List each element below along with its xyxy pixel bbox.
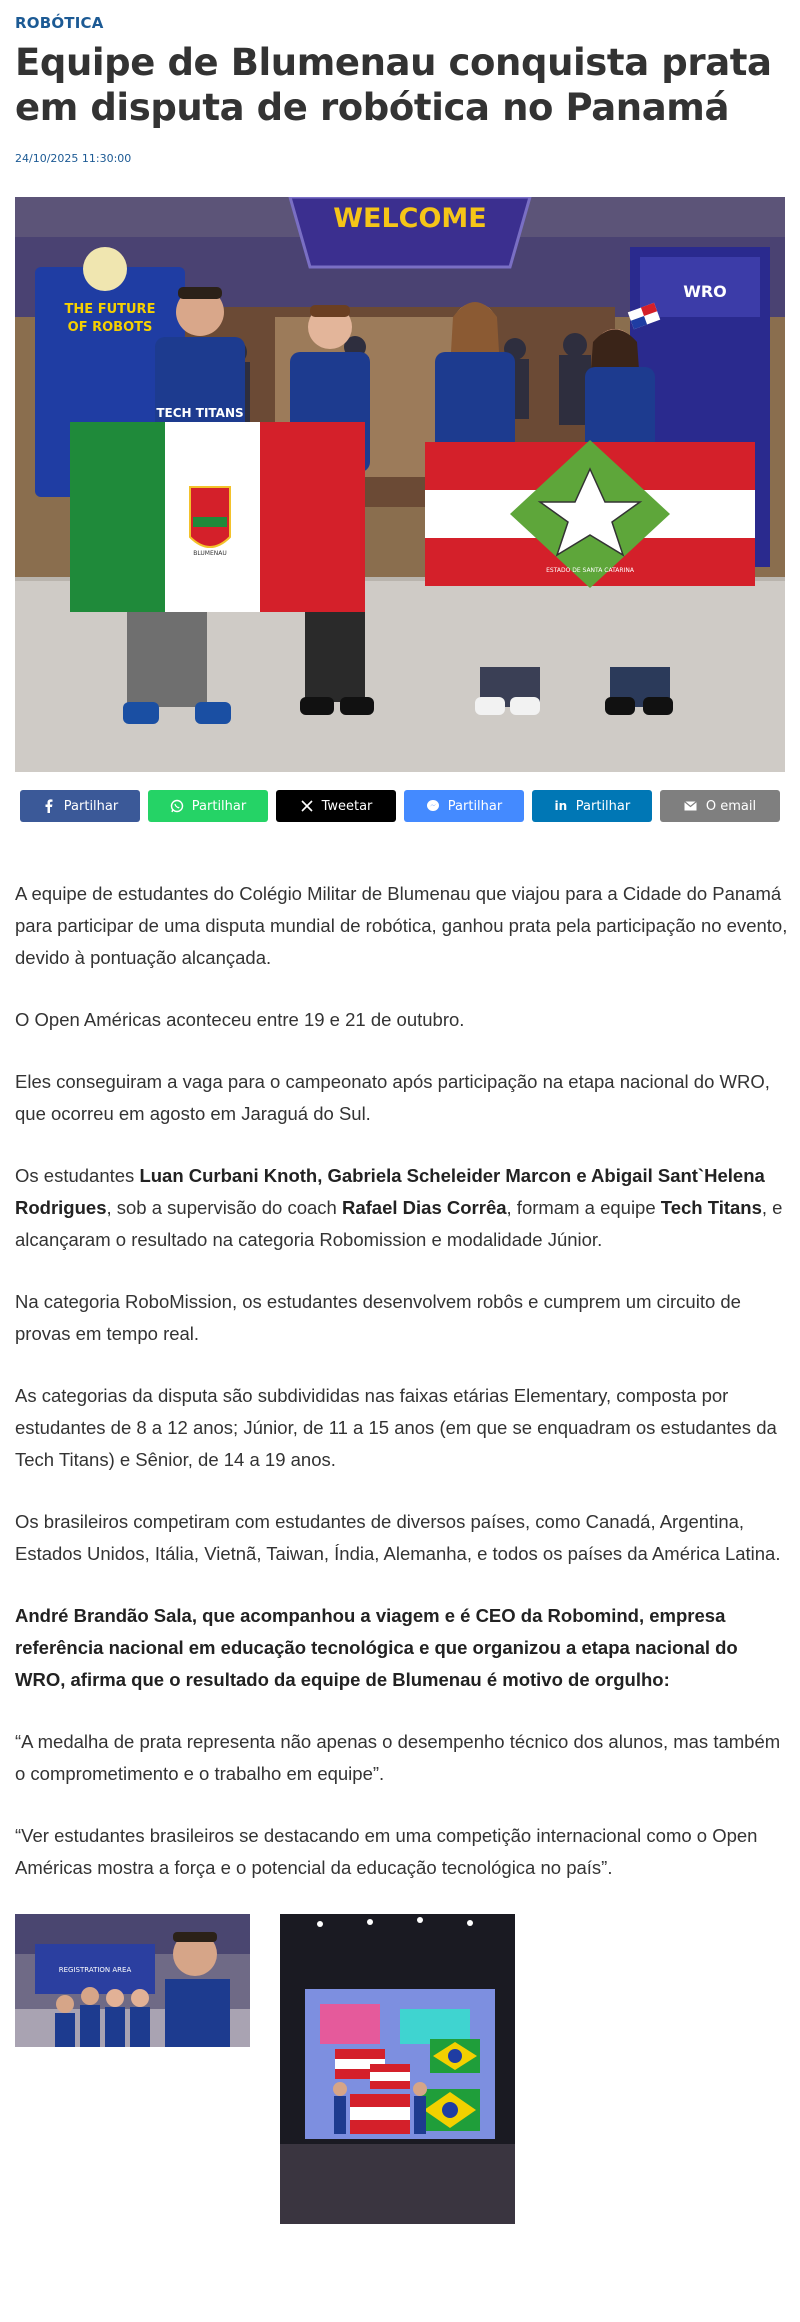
share-x-button[interactable]: [276, 790, 396, 822]
messenger-icon: [426, 799, 440, 813]
photo-gallery: [15, 1914, 785, 2224]
share-bar: [15, 790, 785, 822]
paragraph-2: O Open Américas aconteceu entre 19 e 21 de outubro.: [15, 1009, 465, 1030]
share-linkedin-button[interactable]: [532, 790, 652, 822]
team-name: Tech Titans: [660, 1197, 762, 1218]
ceo-statement: André Brandão Sala, que acompanhou a viagem e é CEO da Robomind, empresa referência nacional em educação tecnológica e que organizou a etapa nacional do WRO, afirma que o resultado da equipe de Blumenau é motivo de orgulho:: [15, 1605, 738, 1690]
share-facebook-button[interactable]: [20, 790, 140, 822]
paragraph-6: As categorias da disputa são subdivididas nas faixas etárias Elementary, composta por estudantes de 8 a 12 anos; Júnior, de 11 a 15 anos (em que se enquadram os estudantes da Tech Titans) e Sênior, de 14 a 19 anos.: [15, 1385, 777, 1470]
shirt-text: TECH TITANS: [156, 406, 244, 420]
share-messenger-label: Partilhar: [447, 798, 503, 814]
blumenau-flag: [70, 422, 365, 612]
paragraph-4-text-c: , sob a supervisão do coach: [106, 1197, 342, 1218]
paragraph-8: [15, 1600, 790, 1696]
share-email-label: O email: [705, 798, 757, 814]
article-page: [0, 14, 800, 2224]
share-facebook-label: Partilhar: [63, 798, 119, 814]
quote-2: “Ver estudantes brasileiros se destacando em uma competição internacional como o Open Américas mostra a força e o potencial da educação tecnológica no país”.: [15, 1825, 758, 1878]
hero-photo[interactable]: [15, 197, 785, 772]
share-x-label: Tweetar: [321, 798, 373, 814]
left-sign-line1: THE FUTURE: [64, 302, 156, 317]
linkedin-icon: in: [554, 799, 568, 813]
gallery-photo-2[interactable]: [280, 1914, 515, 2224]
registration-sign-text: REGISTRATION AREA: [58, 1966, 132, 1974]
right-sign-text: WRO: [683, 282, 727, 301]
welcome-banner-text: WELCOME: [333, 203, 487, 234]
santa-catarina-flag: [425, 440, 755, 588]
paragraph-1: A equipe de estudantes do Colégio Militar de Blumenau que viajou para a Cidade do Panamá para participar de uma disputa mundial de robótica, ganhou prata pela participação no evento, devido à pontuação alcançada.: [15, 883, 788, 968]
share-whatsapp-button[interactable]: [148, 790, 268, 822]
whatsapp-icon: [170, 799, 184, 813]
paragraph-4: [15, 1160, 790, 1256]
share-email-button[interactable]: [660, 790, 780, 822]
blumenau-flag-scroll: BLUMENAU: [193, 550, 227, 557]
article-body: [15, 878, 788, 1884]
paragraph-4-text-e: , formam a equipe: [506, 1197, 661, 1218]
publish-date: 24/10/2025 11:30:00: [15, 152, 132, 165]
category-kicker[interactable]: ROBÓTICA: [15, 14, 104, 32]
share-messenger-button[interactable]: [404, 790, 524, 822]
facebook-icon: [42, 799, 56, 813]
paragraph-4-text-g: , e alcançaram o resultado na categoria Robomission e modalidade Júnior.: [15, 1197, 783, 1250]
share-linkedin-label: Partilhar: [575, 798, 631, 814]
santa-catarina-flag-scroll: ESTADO DE SANTA CATARINA: [546, 567, 634, 574]
email-icon: [684, 799, 698, 813]
paragraph-4-text-a: Os estudantes: [15, 1165, 140, 1186]
paragraph-5: Na categoria RoboMission, os estudantes desenvolvem robôs e cumprem um circuito de provas em tempo real.: [15, 1291, 741, 1344]
student-names: Luan Curbani Knoth, Gabriela Scheleider Marcon e Abigail Sant`Helena Rodrigues: [15, 1165, 765, 1218]
coach-name: Rafael Dias Corrêa: [342, 1197, 507, 1218]
paragraph-3: Eles conseguiram a vaga para o campeonato após participação na etapa nacional do WRO, que ocorreu em agosto em Jaraguá do Sul.: [15, 1071, 770, 1124]
gallery-photo-1[interactable]: [15, 1914, 250, 2047]
quote-1: “A medalha de prata representa não apenas o desempenho técnico dos alunos, mas também o comprometimento e o trabalho em equipe”.: [15, 1731, 781, 1784]
share-whatsapp-label: Partilhar: [191, 798, 247, 814]
x-icon: [300, 799, 314, 813]
article-headline: Equipe de Blumenau conquista prata em disputa de robótica no Panamá: [15, 41, 772, 129]
paragraph-7: Os brasileiros competiram com estudantes de diversos países, como Canadá, Argentina, Estados Unidos, Itália, Vietnã, Taiwan, Índia, Alemanha, e todos os países da América Latina.: [15, 1511, 781, 1564]
left-sign-line2: OF ROBOTS: [67, 320, 153, 335]
